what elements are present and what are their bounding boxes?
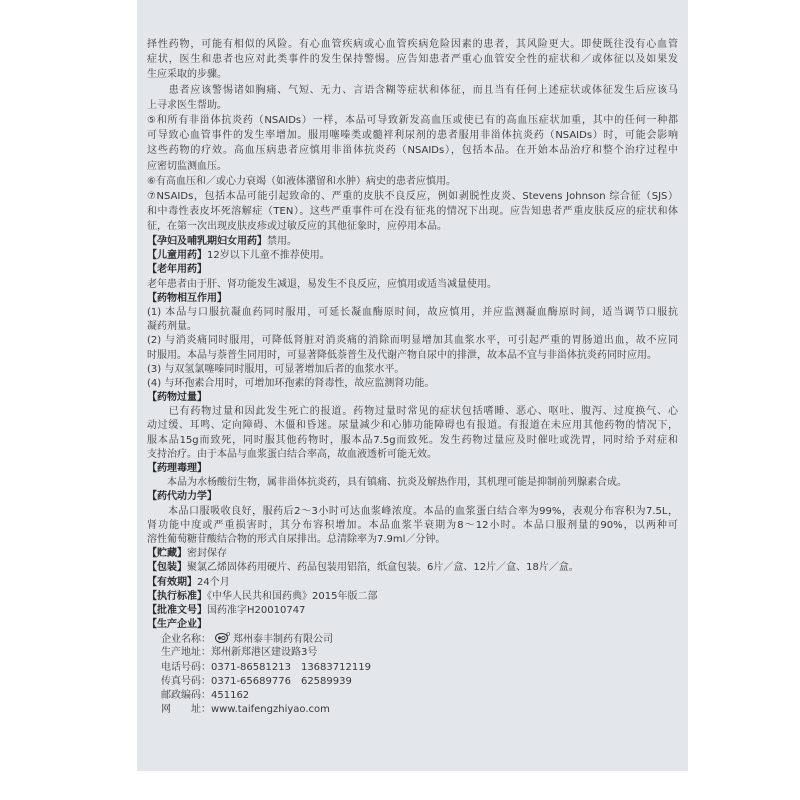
field-value: 0371-65689776 62589939 [211,675,352,687]
section-heading-line [147,235,678,249]
section-heading-line [147,391,678,405]
section [147,263,678,291]
field-label: 传真号码： [161,675,211,687]
section [147,590,678,604]
section-heading: 【孕妇及哺乳期妇女用药】 [147,236,267,247]
text-line: 择性药物，可能有相似的风险。有心血管疾病或心血管疾病危险因素的患者，其风险更大。即使既往没有心血管 [147,39,678,50]
company-field [147,632,678,646]
section-heading: 【药物过量】 [147,392,207,404]
company-field [147,675,678,689]
text-line: 时服用。本品与萘普生同用时，可显著降低萘普生及代谢产物自尿中的排泄，故本品不宜与非甾体抗炎药同时应用。 [147,349,657,361]
text-line: 肾功能中度或严重损害时，其分布容积增加。本品血浆半衰期为8～12小时。本品口服剂量的90%，以两种可 [147,519,678,531]
section [147,547,678,561]
text-line: 老年患者由于肝、肾功能发生减退，易发生不良反应，应慎用或适当减量使用。 [147,278,497,290]
section-heading: 【药物相互作用】 [147,292,227,304]
field-value: 0371-86581213 13683712119 [211,661,371,673]
section [147,391,678,462]
insert-sections [147,235,678,717]
text-line: 溶性葡萄糖苷酸结合物的形式自尿排出。总清除率为7.9ml／分钟。 [147,533,446,545]
text-line: 本品口服吸收良好，服药后2～3小时可达血浆峰浓度。本品的血浆蛋白结合率为99%，表观分布容积为7.5L， [147,505,678,517]
field-label: 企业名称： [161,634,211,646]
section-heading-line [147,249,678,263]
section-heading: 【药代动力学】 [147,491,217,503]
text-line: 生应采取的步骤。 [147,69,227,81]
paragraph [147,37,678,83]
field-value: 郑州泰丰制药有限公司 [233,634,333,646]
paragraph [147,405,678,462]
section-heading: 【有效期】 [147,576,197,588]
section [147,604,678,618]
text-line: 本品为水杨酸衍生物，属非甾体抗炎药，具有镇痛、抗炎及解热作用，其机理可能是抑制前列腺素合成。 [147,477,627,489]
section [147,249,678,263]
paragraph [147,83,678,113]
section-heading: 【药理毒理】 [147,463,207,474]
text-line: ⑥有高血压和／或心力衰竭（如液体潴留和水肿）病史的患者应慎用。 [147,175,456,187]
paragraph [147,174,678,189]
section [147,462,678,490]
paragraph [147,113,678,174]
package-insert-page [137,0,688,771]
company-field [147,646,678,660]
text-line: 症状，医生和患者也应对此类事件的发生保持警惕。应告知患者严重心血管安全性的症状和／或体征以及如果发 [147,54,678,66]
section-heading: 【执行标准】 [147,590,207,602]
text-line: 这些药物的疗效。高血压病患者应慎用非甾体抗炎药（NSAIDs），包括本品。在开始本品治疗和整个治疗过程中 [147,145,678,157]
section [147,235,678,249]
section-heading: 【贮藏】 [147,548,187,560]
section [147,618,678,717]
section-heading: 【生产企业】 [147,619,207,631]
text-line: 上寻求医生帮助。 [147,99,227,111]
text-line: 凝药剂量。 [147,321,197,333]
section [147,576,678,590]
field-value: 郑州新郑港区建设路3号 [211,647,318,659]
text-line: 可导致心血管事件的发生率增加。服用噻嗪类或髓袢利尿剂的患者服用非甾体抗炎药（NSAIDs）时，可能会影响 [147,130,678,142]
section [147,490,678,547]
section-heading-line [147,462,678,476]
text-line: 服本品15g而致死，同时服其他药物时，服本品7.5g而致死。发生药物过量应及时催吐或洗胃，同时给予对症和 [147,434,678,446]
text-line: 征，在第一次出现皮肤皮疹或过敏反应的其他征象时，应停用本品。 [147,221,447,233]
section-heading-line [147,561,678,575]
field-label: 生产地址： [161,647,211,659]
section-text: 《中华人民共和国药典》2015年版二部 [207,590,378,602]
section-heading: 【包装】 [147,562,187,574]
paragraph [147,189,678,235]
section [147,561,678,575]
section-heading-line [147,590,678,604]
section [147,292,678,391]
section-heading-line [147,576,678,590]
text-line: ⑤和所有非甾体抗炎药（NSAIDs）一样，本品可导致新发高血压或使已有的高血压症状加重，其中的任何一种都 [147,114,678,126]
text-line: 动过缓、耳鸣、定向障碍、木僵和昏迷。尿量减少和心肺功能障碍也有报道。有报道在未应用其他药物的情况下， [147,420,678,432]
section-heading: 【老年用药】 [147,264,207,276]
section-text: 12岁以下儿童不推荐使用。 [207,250,330,262]
company-field [147,703,678,717]
text-line: 支持治疗。由于本品与血浆蛋白结合率高，故血液透析可能无效。 [147,448,437,460]
text-line: ⑦NSAIDs，包括本品可能引起致命的、严重的皮肤不良反应，例如剥脱性皮炎、Stevens Johnson 综合征（SJS） [147,190,678,202]
section-heading-line [147,263,678,277]
section-heading-line [147,490,678,504]
section-heading-line [147,618,678,632]
section-heading-line [147,292,678,306]
text-line: (1) 本品与口服抗凝血药同时服用，可延长凝血酶原时间，故应慎用，并应监测凝血酶原时间，适当调节口服抗 [147,306,678,318]
text-line: 和中毒性表皮坏死溶解症（TEN）。这些严重事件可在没有征兆的情况下出现。应告知患者严重皮肤反应的症状和体 [147,206,678,218]
section-text: 禁用。 [267,236,297,247]
paragraph [147,363,678,377]
text-line: 应密切监测血压。 [147,160,227,172]
field-label: 网 址： [161,704,211,716]
paragraph [147,377,678,391]
text-line: (4) 与环孢素合用时，可增加环孢素的肾毒性，故应监测肾功能。 [147,377,435,389]
paragraph [147,306,678,334]
paragraph [147,505,678,548]
section-heading: 【批准文号】 [147,604,207,616]
section-text: 聚氯乙烯固体药用硬片、药品包装用铝箔，纸盒包装。6片／盒、12片／盒、18片／盒。 [187,562,579,574]
company-field [147,661,678,675]
section-text: 密封保存 [187,548,227,560]
section-text: 国药准字H20010747 [207,604,306,616]
section-text: 24个月 [197,576,230,588]
section-heading-line [147,604,678,618]
company-field [147,689,678,703]
field-value: www.taifengzhiyao.com [211,704,330,716]
section-heading: 【儿童用药】 [147,250,207,262]
field-label: 电话号码： [161,661,211,673]
text-line: (3) 与双氢氯噻嗪同时服用，可显著增加后者的血浆水平。 [147,363,405,375]
field-label: 邮政编码： [161,690,211,701]
section-heading-line [147,547,678,561]
paragraph [147,334,678,362]
field-value: 451162 [211,690,250,701]
company-logo [215,632,230,643]
paragraph [147,278,678,292]
text-line: 已有药物过量和因此发生死亡的报道。药物过量时常见的症状包括嗜睡、恶心、呕吐、腹泻、过度换气、心 [147,406,678,418]
text-line: (2) 与消炎痛同时服用，可降低肾脏对消炎痛的消除而明显增加其血浆水平，可引起严重的胃肠道出血，故不应同 [147,335,678,347]
paragraph [147,476,678,490]
warnings-continued [147,37,678,234]
text-line: 患者应该警惕诸如胸痛、气短、无力、言语含糊等症状和体征，而且当有任何上述症状或体征发生后应该马 [147,84,678,96]
